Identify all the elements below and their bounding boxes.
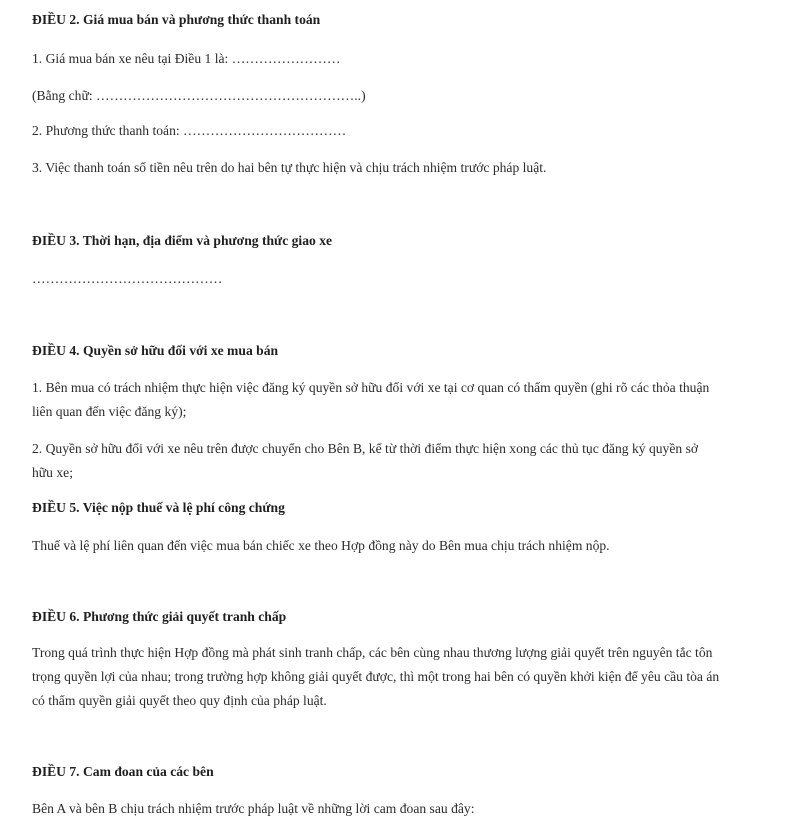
article-2-payment-method-line: 2. Phương thức thanh toán: ……………………………… [32, 123, 347, 138]
article-5-heading: ĐIỀU 5. Việc nộp thuế và lệ phí công chứng [32, 500, 285, 515]
article-2-in-words-line: (Bằng chữ: …………………………………………………..) [32, 88, 366, 103]
article-6-body-line-1: Trong quá trình thực hiện Hợp đồng mà phát sinh tranh chấp, các bên cùng nhau thương lượng giải quyết trên nguyên tắc tôn [32, 645, 713, 660]
article-6-body-line-3: có thẩm quyền giải quyết theo quy định của pháp luật. [32, 693, 327, 708]
article-3-blank-line: …………………………………… [32, 271, 223, 286]
article-7-heading: ĐIỀU 7. Cam đoan của các bên [32, 764, 214, 779]
article-4-clause-1-line-1: 1. Bên mua có trách nhiệm thực hiện việc đăng ký quyền sở hữu đối với xe tại cơ quan có thẩm quyền (ghi rõ các thỏa thuận [32, 380, 710, 395]
article-4-clause-2-line-2: hữu xe; [32, 465, 73, 480]
article-2-price-line: 1. Giá mua bán xe nêu tại Điều 1 là: …………………… [32, 51, 341, 66]
article-2-heading: ĐIỀU 2. Giá mua bán và phương thức thanh toán [32, 12, 321, 27]
article-3-heading: ĐIỀU 3. Thời hạn, địa điểm và phương thức giao xe [32, 233, 333, 248]
article-4-heading: ĐIỀU 4. Quyền sở hữu đối với xe mua bán [32, 343, 279, 358]
article-6-body-line-2: trọng quyền lợi của nhau; trong trường hợp không giải quyết được, thì một trong hai bên có quyền khởi kiện để yêu cầu tòa án [32, 669, 720, 684]
article-4-clause-1-line-2: liên quan đến việc đăng ký); [32, 404, 187, 419]
article-2-payment-responsibility-line: 3. Việc thanh toán số tiền nêu trên do hai bên tự thực hiện và chịu trách nhiệm trước pháp luật. [32, 160, 547, 175]
article-4-clause-2-line-1: 2. Quyền sở hữu đối với xe nêu trên được chuyển cho Bên B, kể từ thời điểm thực hiện xong các thủ tục đăng ký quyền sở [32, 441, 699, 456]
article-5-body: Thuế và lệ phí liên quan đến việc mua bán chiếc xe theo Hợp đồng này do Bên mua chịu trách nhiệm nộp. [32, 538, 610, 553]
article-7-body: Bên A và bên B chịu trách nhiệm trước pháp luật về những lời cam đoan sau đây: [32, 801, 475, 816]
article-6-heading: ĐIỀU 6. Phương thức giải quyết tranh chấp [32, 609, 287, 624]
